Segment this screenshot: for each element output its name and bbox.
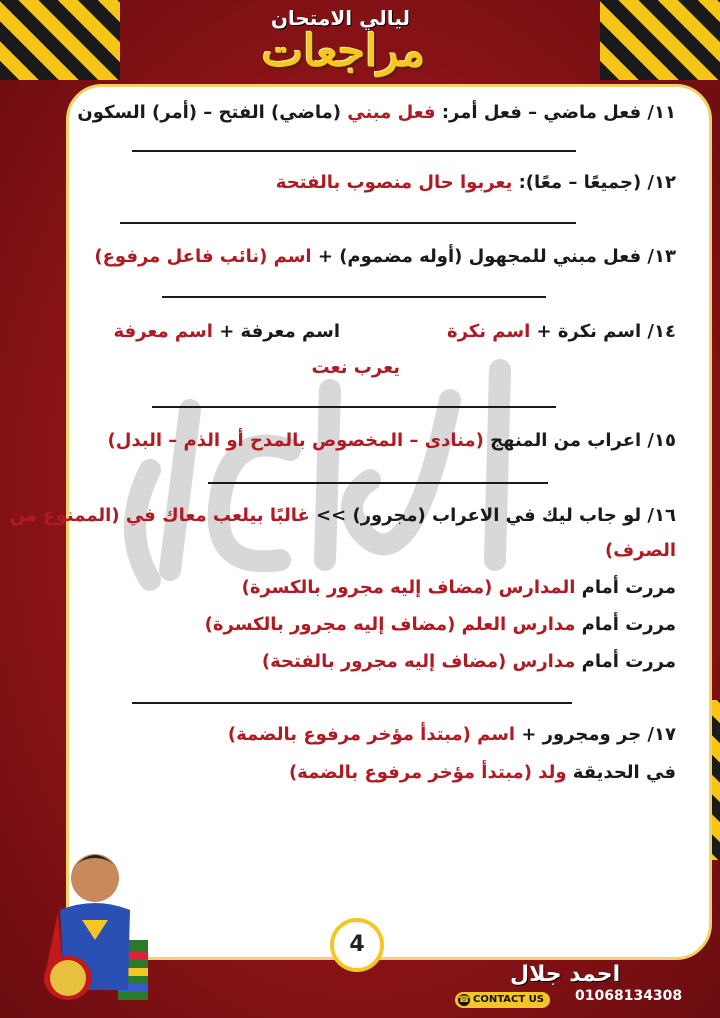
item-16-example-1 xyxy=(242,577,676,598)
item-15-label: ١٥/ اعراب من المنهج xyxy=(483,430,676,451)
item-16-example-3 xyxy=(262,651,676,672)
item-16-continuation: الصرف) xyxy=(605,540,676,561)
example-1-prefix: مررت أمام xyxy=(575,577,676,598)
example-3-prefix: مررت أمام xyxy=(575,651,676,672)
item-14-right xyxy=(447,321,676,342)
divider xyxy=(152,406,556,408)
divider xyxy=(208,482,548,484)
contact-badge xyxy=(455,992,550,1008)
item-12-label: ١٢/ (جميعًا – معًا): xyxy=(512,172,676,193)
item-17-example-prefix: في الحديقة xyxy=(566,762,676,783)
item-17-example xyxy=(289,762,676,783)
item-14-highlight-2: اسم معرفة xyxy=(113,321,213,342)
author-name: احمد جلال xyxy=(510,962,621,987)
contact-label: CONTACT US xyxy=(473,994,544,1005)
item-16 xyxy=(10,505,676,526)
item-15 xyxy=(108,430,677,451)
item-16-label: ١٦/ لو جاب ليك في الاعراب (مجرور) >> xyxy=(309,505,676,526)
example-3-highlight: (مضاف إليه مجرور بالفتحة) xyxy=(261,651,507,672)
header xyxy=(160,0,560,90)
item-17 xyxy=(228,724,676,745)
item-14-label: ١٤/ اسم نكرة + xyxy=(530,321,676,342)
item-14-label-2: اسم معرفة + xyxy=(212,321,340,342)
phone-icon: ☎ xyxy=(458,995,470,1005)
item-15-highlight: (منادى – المخصوص بالمدح أو الذم – البدل) xyxy=(107,430,484,451)
header-subtitle: ليالي الامتحان xyxy=(270,6,410,30)
phone-number: 01068134308 xyxy=(575,988,683,1004)
example-2-prefix: مررت أمام xyxy=(575,614,676,635)
mascot-illustration xyxy=(40,840,150,1010)
item-12 xyxy=(276,172,676,193)
item-17-highlight: اسم (مبتدأ مؤخر مرفوع بالضمة) xyxy=(227,724,516,745)
example-1-highlight: المدارس (مضاف إليه مجرور بالكسرة) xyxy=(241,577,576,598)
example-2-word: مدارس العلم xyxy=(455,614,576,635)
item-11-highlight: فعل مبني xyxy=(347,102,436,123)
header-title: مراجعات xyxy=(262,26,426,77)
item-11-rest: (ماضي) الفتح – (أمر) السكون xyxy=(77,102,348,123)
item-13-label: ١٣/ فعل مبني للمجهول (أوله مضموم) + xyxy=(311,246,676,267)
divider xyxy=(120,222,576,224)
item-11 xyxy=(77,102,676,123)
item-16-example-2 xyxy=(205,614,676,635)
divider xyxy=(132,150,576,152)
item-17-label: ١٧/ جر ومجرور + xyxy=(515,724,676,745)
item-17-example-highlight: ولد (مبتدأ مؤخر مرفوع بالضمة) xyxy=(288,762,567,783)
page-number: 4 xyxy=(330,918,384,972)
example-3-word: مدارس xyxy=(506,651,576,672)
item-14-result: يعرب نعت xyxy=(311,357,400,378)
item-13-highlight: اسم (نائب فاعل مرفوع) xyxy=(94,246,312,267)
item-11-label: ١١/ فعل ماضي – فعل أمر: xyxy=(435,102,676,123)
item-12-highlight: يعربوا حال منصوب بالفتحة xyxy=(275,172,513,193)
item-13 xyxy=(94,246,676,267)
divider xyxy=(162,296,546,298)
divider xyxy=(132,702,572,704)
item-14-highlight: اسم نكرة xyxy=(446,321,531,342)
example-2-highlight: (مضاف إليه مجرور بالكسرة) xyxy=(204,614,456,635)
item-14-left xyxy=(113,321,340,342)
item-16-highlight: غالبًا بيلعب معاك في (الممنوع من xyxy=(9,505,310,526)
